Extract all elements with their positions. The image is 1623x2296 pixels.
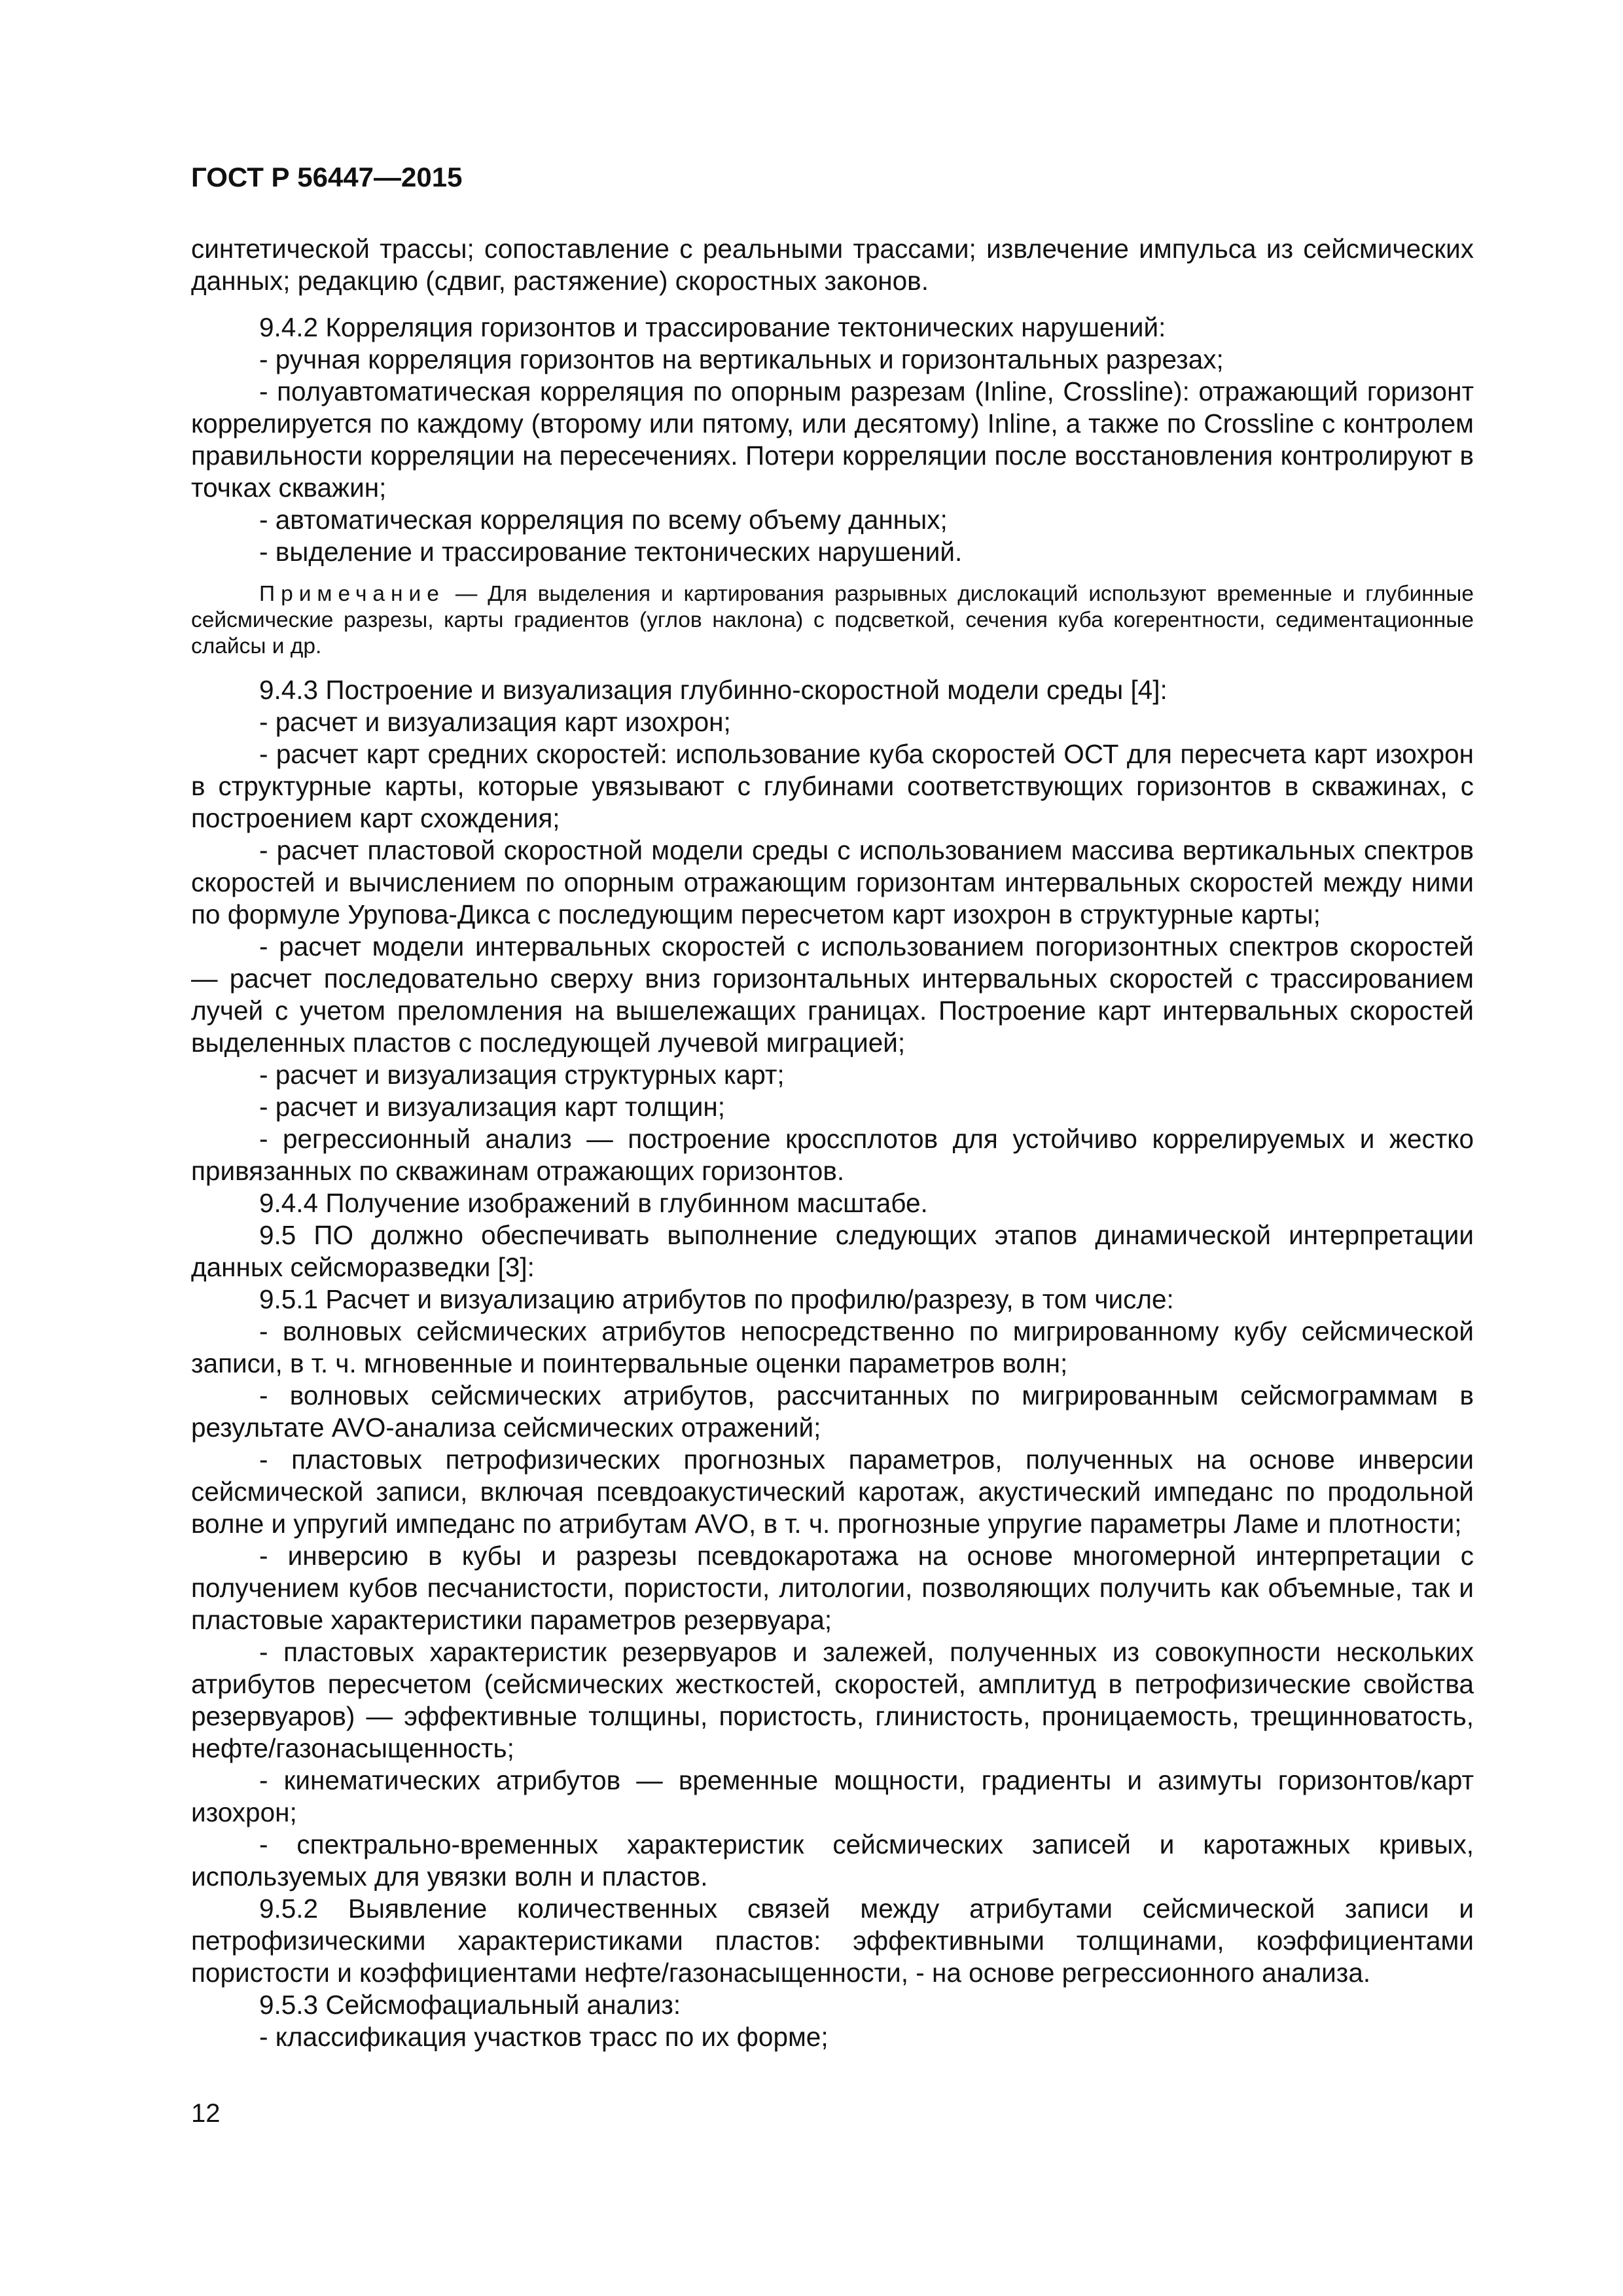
section-heading: 9.4.3 Построение и визуализация глубинно-скоростной модели среды [4]: [259, 675, 1168, 705]
list-item: - кинематических атрибутов — временные мощности, градиенты и азимуты горизонтов/карт изохрон; [191, 1765, 1474, 1827]
section-heading: 9.5.3 Сейсмофациальный анализ: [259, 1990, 681, 2020]
list-item: - расчет и визуализация структурных карт; [259, 1060, 785, 1090]
list-item: - автоматическая корреляция по всему объему данных; [259, 505, 948, 535]
section-heading: 9.5 ПО должно обеспечивать выполнение следующих этапов динамической интерпретации данных сейсморазведки [3]: [191, 1220, 1474, 1282]
list-item: - инверсию в кубы и разрезы псевдокаротажа на основе многомерной интерпретации с получением кубов песчанистости, пористости, литологии, позволяющих получить как объемные, так и пластовые характеристики параметров резервуара; [191, 1541, 1474, 1635]
note-dash: — [444, 582, 488, 606]
list-item: - расчет и визуализация карт толщин; [259, 1092, 725, 1122]
section-heading: 9.5.1 Расчет и визуализацию атрибутов по профилю/разрезу, в том числе: [259, 1284, 1174, 1314]
list-item: - спектрально-временных характеристик сейсмических записей и каротажных кривых, используемых для увязки волн и пластов. [191, 1829, 1474, 1892]
page-body [191, 233, 1474, 2053]
list-item: - расчет модели интервальных скоростей с использованием погоризонтных спектров скоростей — расчет последовательно сверху вниз горизонтальных интервальных скоростей с трассированием лучей с учетом преломления на вышележащих границах. Построение карт интервальных скоростей выделенных пластов с последующей лучевой миграцией; [191, 931, 1474, 1058]
page-number: 12 [191, 2099, 221, 2128]
list-item: - расчет пластовой скоростной модели среды с использованием массива вертикальных спектров скоростей и вычислением по опорным отражающим горизонтам интервальных скоростей между ними по формуле Урупова-Дикса с последующим пересчетом карт изохрон в структурные карты; [191, 835, 1474, 929]
section-heading: 9.4.2 Корреляция горизонтов и трассирование тектонических нарушений: [259, 312, 1166, 342]
list-item: - ручная корреляция горизонтов на вертикальных и горизонтальных разрезах; [259, 344, 1224, 374]
list-item: - расчет карт средних скоростей: использование куба скоростей ОСТ для пересчета карт изохрон в структурные карты, которые увязывают с глубинами соответствующих горизонтов в скважинах, с построением карт схождения; [191, 739, 1474, 833]
note [191, 581, 1474, 660]
list-item: - полуавтоматическая корреляция по опорным разрезам (Inline, Crossline): отражающий горизонт коррелируется по каждому (второму или пятому, или десятому) Inline, а также по Crossline с контролем правильности корреляции на пересечениях. Потери корреляции после восстановления контролируют в точках скважин; [191, 376, 1474, 503]
list-item: - регрессионный анализ — построение кроссплотов для устойчиво коррелируемых и жестко привязанных по скважинам отражающих горизонтов. [191, 1124, 1474, 1186]
note-text: Для выделения и картирования разрывных дислокаций используют временные и глубинные сейсмические разрезы, карты градиентов (углов наклона) с подсветкой, сечения куба когерентности, седиментационные слайсы и др. [191, 582, 1474, 658]
list-item: - пластовых характеристик резервуаров и залежей, полученных из совокупности нескольких атрибутов пересчетом (сейсмических жесткостей, скоростей, амплитуд в петрофизические свойства резервуаров) — эффективные толщины, пористость, глинистость, проницаемость, трещинноватость, нефте/газонасыщенность; [191, 1637, 1474, 1763]
list-item: - пластовых петрофизических прогнозных параметров, полученных на основе инверсии сейсмической записи, включая псевдоакустический каротаж, акустический импеданс по продольной волне и упругий импеданс по атрибутам AVO, в т. ч. прогнозные упругие параметры Ламе и плотности; [191, 1444, 1474, 1539]
note-label: Примечание [259, 582, 445, 606]
list-item: - волновых сейсмических атрибутов, рассчитанных по мигрированным сейсмограммам в результате AVO-анализа сейсмических отражений; [191, 1380, 1474, 1443]
document-header: ГОСТ Р 56447—2015 [191, 162, 463, 192]
list-item: - классификация участков трасс по их форме; [259, 2022, 829, 2052]
list-item: - расчет и визуализация карт изохрон; [259, 707, 731, 737]
section-heading: 9.5.2 Выявление количественных связей между атрибутами сейсмической записи и петрофизическими характеристиками пластов: эффективными толщинами, коэффициентами пористости и коэффициентами нефте/газонасыщенности, - на основе регрессионного анализа. [191, 1893, 1474, 1988]
paragraph: синтетической трассы; сопоставление с реальными трассами; извлечение импульса из сейсмических данных; редакцию (сдвиг, растяжение) скоростных законов. [191, 234, 1474, 296]
section-heading: 9.4.4 Получение изображений в глубинном масштабе. [259, 1188, 928, 1218]
list-item: - выделение и трассирование тектонических нарушений. [259, 537, 963, 567]
list-item: - волновых сейсмических атрибутов непосредственно по мигрированному кубу сейсмической записи, в т. ч. мгновенные и поинтервальные оценки параметров волн; [191, 1316, 1474, 1378]
